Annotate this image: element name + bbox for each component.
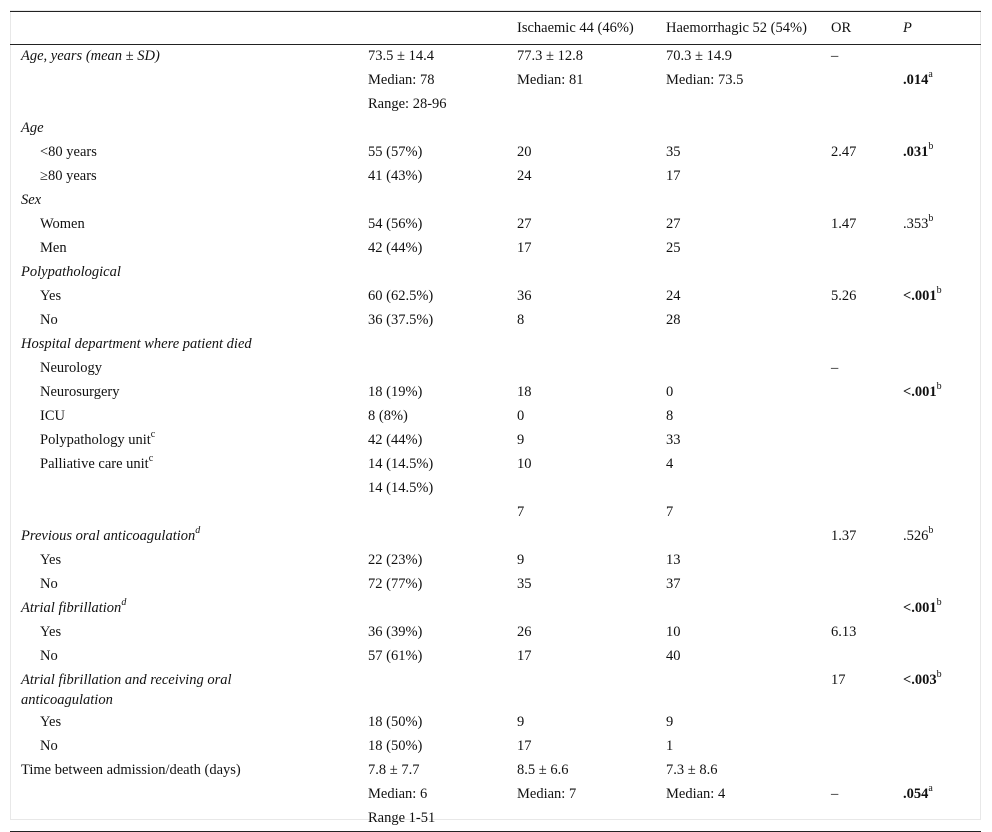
cell-total: 54 (56%) [368,216,423,232]
table-row [10,669,981,711]
table-row [10,711,981,735]
cell-haemorrhagic: 70.3 ± 14.9 [666,48,732,64]
footnote-marker: c [150,429,156,441]
cell-haemorrhagic: 13 [666,552,681,568]
cell-ischaemic: 9 [517,552,525,568]
cell-or: 6.13 [831,624,857,640]
cell-ischaemic: 20 [517,144,532,160]
p-value: .031 [903,144,929,160]
row-label: <80 years [40,144,97,160]
cell-ischaemic: 0 [517,408,525,424]
cell-total: 36 (39%) [368,624,423,640]
cell-ischaemic: 10 [517,456,532,472]
table-row [10,285,981,309]
cell-haemorrhagic: 10 [666,624,681,640]
cell-or: – [831,786,839,802]
header-cell-ischaemic: Ischaemic 44 (46%) [517,12,666,45]
row-label: No [40,738,58,754]
cell-haemorrhagic: 33 [666,432,681,448]
row-label: Neurology [40,360,103,376]
cell-ischaemic: 18 [517,384,532,400]
footnote-marker: b [936,597,942,609]
cell-total: 18 (19%) [368,384,423,400]
footnote-marker: b [936,381,942,393]
cell-p [903,141,981,165]
footnote-marker: d [195,525,201,537]
cell-ischaemic: 24 [517,168,532,184]
row-label: Time between admission/death (days) [21,762,241,778]
cell-or: 5.26 [831,288,857,304]
row-label: ICU [40,408,65,424]
cell-or: 1.37 [831,528,857,544]
cell-total: 14 (14.5%) [368,456,434,472]
p-value: <.001 [903,384,937,400]
table-row [10,735,981,759]
cell-haemorrhagic: 28 [666,312,681,328]
row-label: Polypathology unit$^c$ [40,429,156,448]
row-label: Men [40,240,67,256]
cell-p [903,285,981,309]
cell-haemorrhagic: 8 [666,408,674,424]
cell-p [903,669,981,711]
cell-ischaemic: 77.3 ± 12.8 [517,48,583,64]
cell-total: 8 (8%) [368,408,408,424]
cell-p [903,381,981,405]
header-cell-or: OR [831,12,903,45]
cell-p [903,597,981,621]
table-row [10,501,981,525]
table-row [10,165,981,189]
cell-haemorrhagic: Median: 4 [666,786,726,802]
p-value: .054 [903,786,929,802]
table-row [10,645,981,669]
cell-haemorrhagic: 7.3 ± 8.6 [666,762,718,778]
cell-haemorrhagic: 35 [666,144,681,160]
row-label: Age, years (mean ± SD) [21,48,160,64]
cell-total: 41 (43%) [368,168,423,184]
cell-total: Median: 78 [368,72,435,88]
cell-p [903,525,981,549]
table-row [10,429,981,453]
cell-total: 73.5 ± 14.4 [368,48,434,64]
table-row [10,309,981,333]
cell-ischaemic: 27 [517,216,532,232]
row-label: Yes [40,624,62,640]
table-row [10,189,981,213]
table-row [10,117,981,141]
section-label: Sex [21,192,42,208]
cell-ischaemic: 17 [517,648,532,664]
cell-or: 2.47 [831,144,857,160]
table-row [10,549,981,573]
table-row [10,759,981,783]
cell-total: 36 (37.5%) [368,312,434,328]
table-row [10,807,981,832]
cell-haemorrhagic: 25 [666,240,681,256]
p-value: <.003 [903,672,937,688]
footnote-marker: b [928,213,934,225]
table-row [10,477,981,501]
cell-total: 18 (50%) [368,714,423,730]
header-cell-haemorrhagic: Haemorrhagic 52 (54%) [666,12,831,45]
p-value: .526 [903,528,929,544]
cell-total: Range: 28-96 [368,96,447,112]
cell-ischaemic: 17 [517,240,532,256]
header-cell-p: P [903,12,981,45]
section-label: Hospital department where patient died [21,336,252,352]
table-row [10,213,981,237]
section-label: Age [21,120,44,136]
row-label: Neurosurgery [40,384,120,400]
row-label: Women [40,216,85,232]
table-row [10,453,981,477]
cell-haemorrhagic: 40 [666,648,681,664]
cell-total: 57 (61%) [368,648,423,664]
cell-total: 18 (50%) [368,738,423,754]
cell-ischaemic: 9 [517,432,525,448]
cell-p [903,213,981,237]
section-label: Polypathological [21,264,121,280]
section-label: Atrial fibrillation and receiving oral anticoagulation [21,672,232,708]
cell-total: 14 (14.5%) [368,480,434,496]
table-row [10,69,981,93]
footnote-marker: a [928,69,933,81]
cell-total: Range 1-51 [368,807,517,832]
table-row [10,237,981,261]
cell-ischaemic: 9 [517,714,525,730]
cell-haemorrhagic: 4 [666,456,674,472]
cell-p [903,45,981,70]
row-label: Yes [40,552,62,568]
table-row [10,783,981,807]
row-label: ≥80 years [40,168,97,184]
cell-ischaemic: 7 [517,504,525,520]
cell-p [903,69,981,93]
footnote-marker: d [121,597,127,609]
table-row [10,573,981,597]
cell-total: 60 (62.5%) [368,288,434,304]
footnote-marker: c [148,453,154,465]
cell-total: 55 (57%) [368,144,423,160]
cell-haemorrhagic: 24 [666,288,681,304]
row-label: Yes [40,714,62,730]
cell-haemorrhagic: 1 [666,738,674,754]
cell-total: 42 (44%) [368,240,423,256]
cell-haemorrhagic: 7 [666,504,674,520]
p-value: .353 [903,216,929,232]
footnote-marker: b [928,525,934,537]
row-label: No [40,648,58,664]
footnote-marker: b [936,285,942,297]
cell-haemorrhagic: 9 [666,714,674,730]
table-header-row [10,12,981,45]
cell-haemorrhagic: 37 [666,576,681,592]
cell-haemorrhagic: Median: 73.5 [666,72,744,88]
table-row [10,141,981,165]
cell-ischaemic: Median: 7 [517,786,577,802]
cell-total: 72 (77%) [368,576,423,592]
cell-total: 22 (23%) [368,552,423,568]
footnote-marker: b [936,669,942,681]
p-value: <.001 [903,600,937,616]
cell-haemorrhagic: 27 [666,216,681,232]
row-label: Palliative care unit$^c$ [40,453,154,472]
header-cell-variable [10,12,368,45]
cell-ischaemic: 35 [517,576,532,592]
cell-ischaemic: Median: 81 [517,72,584,88]
cell-or: – [831,360,839,376]
table-row [10,405,981,429]
cell-ischaemic: 8 [517,312,525,328]
cell-or: 17 [831,672,846,688]
table-row [10,93,981,117]
cell-ischaemic: 8.5 ± 6.6 [517,762,569,778]
section-label: Previous oral anticoagulation$^d$ [21,525,201,544]
cell-ischaemic: 17 [517,738,532,754]
stroke-death-table [10,11,981,832]
p-value: .014 [903,72,929,88]
table-row [10,381,981,405]
table-row [10,597,981,621]
row-label: No [40,312,58,328]
footnote-marker: b [928,141,934,153]
cell-or: – [831,48,839,64]
footnote-marker: a [928,783,933,795]
table-row [10,45,981,70]
cell-total: 42 (44%) [368,432,423,448]
cell-p [903,783,981,807]
p-value: <.001 [903,288,937,304]
cell-haemorrhagic: 17 [666,168,681,184]
row-label: Yes [40,288,62,304]
cell-haemorrhagic: 0 [666,384,674,400]
cell-total: Median: 6 [368,786,428,802]
table-row [10,357,981,381]
cell-ischaemic: 36 [517,288,532,304]
header-cell-total [368,12,517,45]
table-row [10,333,981,357]
cell-total: 7.8 ± 7.7 [368,762,420,778]
row-label: No [40,576,58,592]
table-row [10,621,981,645]
cell-ischaemic: 26 [517,624,532,640]
table-row [10,525,981,549]
table-row [10,261,981,285]
section-label: Atrial fibrillation$^d$ [21,597,127,616]
cell-or: 1.47 [831,216,857,232]
